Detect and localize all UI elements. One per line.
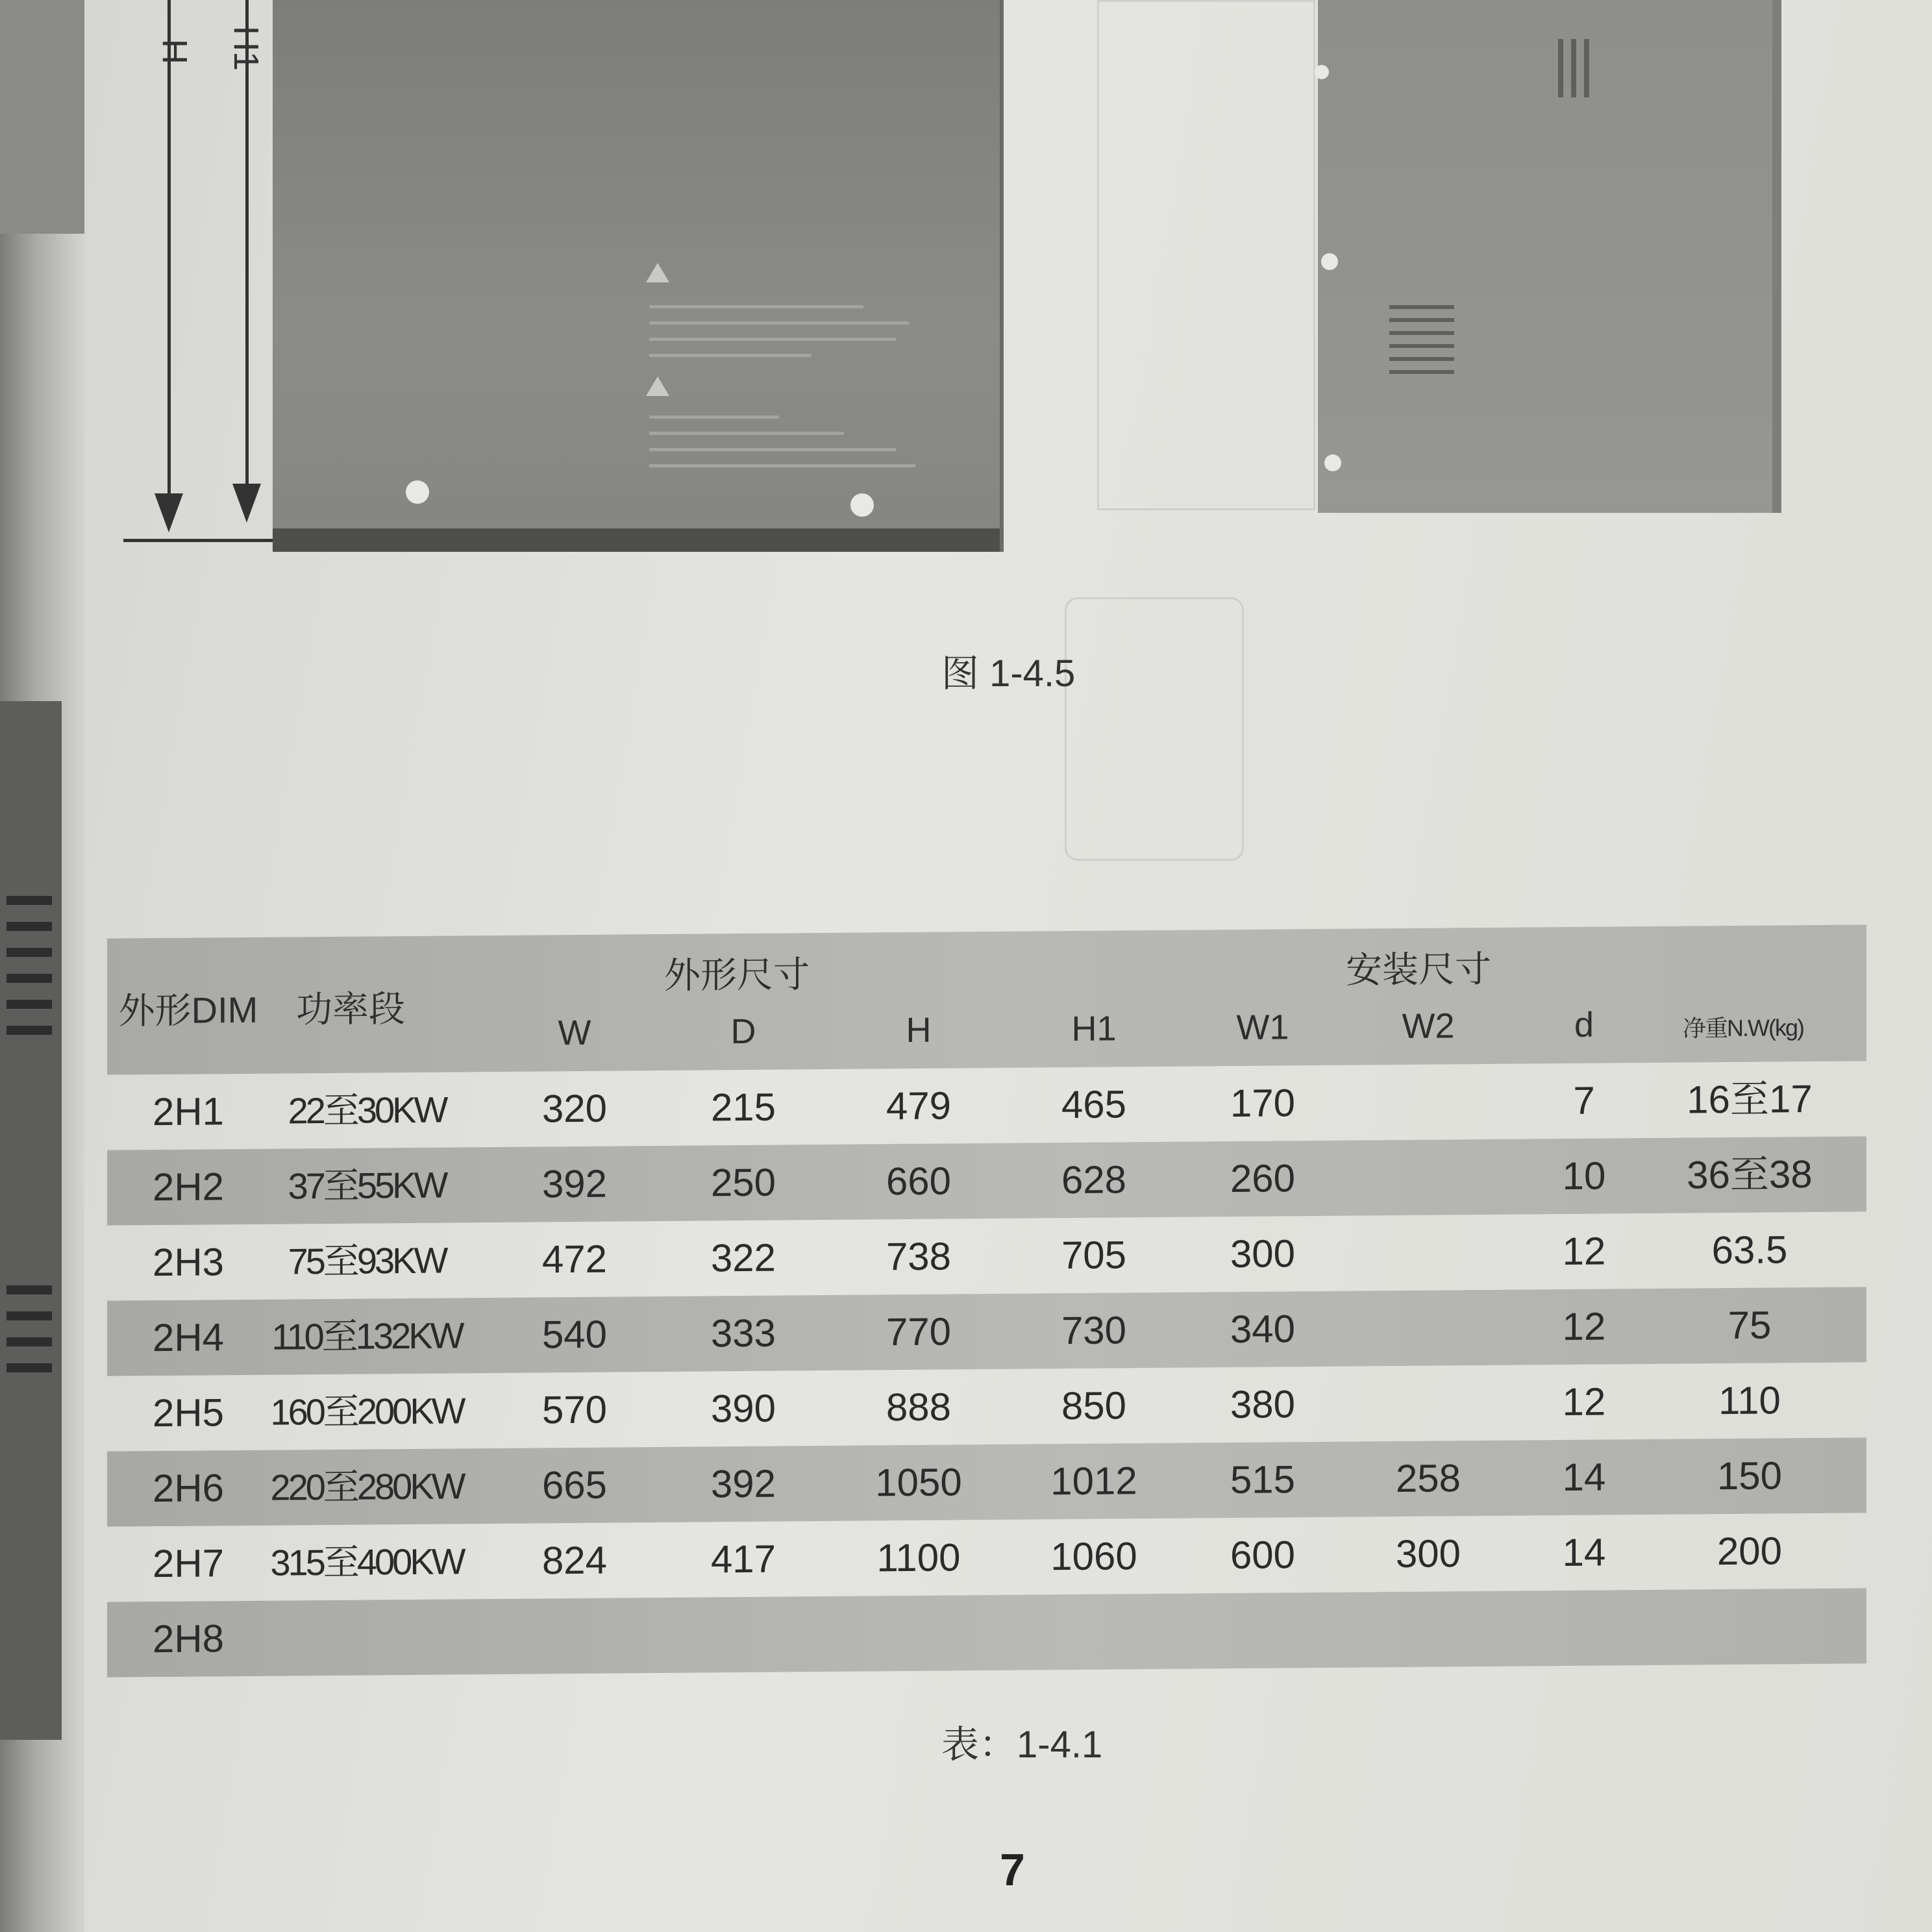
cell-h: 479 bbox=[886, 1084, 952, 1128]
mounting-hole bbox=[850, 493, 874, 517]
arrow-h bbox=[155, 493, 183, 532]
cell-w2 bbox=[1363, 1365, 1493, 1442]
cell-dim: 2H6 bbox=[152, 1466, 225, 1511]
cell-w1: 300 bbox=[1230, 1232, 1296, 1276]
cell-w2 bbox=[1363, 1215, 1493, 1291]
page-number: 7 bbox=[1000, 1844, 1025, 1895]
cell-dim: 2H1 bbox=[152, 1089, 225, 1134]
vent-slot bbox=[1558, 39, 1563, 97]
mounting-hole bbox=[1315, 65, 1329, 79]
faint-outline bbox=[1065, 597, 1244, 861]
vent-slot bbox=[1389, 318, 1454, 322]
cell-w1: 170 bbox=[1230, 1081, 1296, 1126]
device-front-panel bbox=[273, 0, 1004, 552]
caution-text-line bbox=[649, 432, 844, 435]
cell-power: 110至132KW bbox=[271, 1315, 462, 1357]
table-row bbox=[107, 1588, 1866, 1677]
dim-label-h: H bbox=[155, 39, 194, 64]
table-caption: 表：1-4.1 bbox=[941, 1724, 1103, 1766]
vent-slot bbox=[6, 1363, 52, 1372]
vent-slot bbox=[6, 974, 52, 983]
header-w: W bbox=[558, 1013, 591, 1053]
figure-caption: 图 1-4.5 bbox=[941, 652, 1076, 695]
caution-text-line bbox=[649, 464, 915, 467]
header-w2: W2 bbox=[1402, 1006, 1455, 1046]
cell-d-depth: 333 bbox=[710, 1311, 776, 1356]
cell-d-depth bbox=[678, 1596, 808, 1673]
vent-slot bbox=[6, 896, 52, 905]
cell-w2 bbox=[1363, 1290, 1493, 1367]
cell-h1: 705 bbox=[1061, 1233, 1127, 1278]
caution-text-line bbox=[649, 354, 811, 357]
vent-slot bbox=[6, 1026, 52, 1035]
cell-w1: 260 bbox=[1230, 1156, 1296, 1201]
cell-d: 7 bbox=[1573, 1078, 1595, 1122]
cell-w2: 258 bbox=[1395, 1456, 1461, 1501]
dim-label-h1: H1 bbox=[227, 26, 266, 71]
header-h1: H1 bbox=[1071, 1009, 1117, 1048]
cell-d-depth: 322 bbox=[710, 1235, 776, 1280]
cell-nw: 200 bbox=[1716, 1529, 1783, 1574]
cell-h1: 730 bbox=[1061, 1308, 1127, 1353]
caution-text-line bbox=[649, 448, 896, 451]
caution-text-line bbox=[649, 338, 896, 341]
cell-d-depth: 250 bbox=[710, 1160, 776, 1205]
vent-slot bbox=[6, 922, 52, 931]
cell-h: 888 bbox=[886, 1385, 952, 1430]
cell-dim: 2H7 bbox=[152, 1541, 225, 1586]
mounting-hole bbox=[406, 480, 429, 504]
cell-d bbox=[1535, 1590, 1633, 1666]
header-group-install: 安装尺寸 bbox=[1346, 948, 1491, 991]
vent-slot bbox=[1389, 357, 1454, 361]
cell-w bbox=[510, 1598, 639, 1674]
caution-text-line bbox=[649, 321, 909, 325]
cell-h: 660 bbox=[886, 1159, 952, 1204]
cell-power: 22至30KW bbox=[288, 1089, 446, 1132]
caution-label bbox=[646, 263, 678, 282]
cell-dim: 2H3 bbox=[152, 1240, 225, 1285]
cell-d-depth: 390 bbox=[710, 1386, 776, 1431]
header-net-weight: 净重N.W(kg) bbox=[1683, 1014, 1803, 1042]
header-h: H bbox=[906, 1010, 932, 1050]
cell-w2: 300 bbox=[1395, 1531, 1461, 1576]
faint-outline bbox=[1097, 0, 1315, 510]
cell-d-depth: 215 bbox=[710, 1085, 776, 1130]
cell-w: 665 bbox=[541, 1463, 608, 1507]
cell-dim: 2H5 bbox=[152, 1391, 225, 1435]
table-body bbox=[107, 1061, 1866, 1677]
mounting-hole bbox=[1324, 454, 1341, 471]
cell-h: 1050 bbox=[875, 1460, 962, 1505]
warning-icon bbox=[646, 377, 669, 396]
cell-dim: 2H2 bbox=[152, 1165, 225, 1209]
cell-power: 75至93KW bbox=[288, 1239, 446, 1282]
cell-d: 14 bbox=[1562, 1455, 1606, 1500]
dimensions-table bbox=[107, 924, 1866, 1677]
cell-power: 160至200KW bbox=[270, 1390, 464, 1433]
table-header bbox=[107, 924, 1866, 1074]
vent-slot bbox=[6, 1285, 52, 1294]
vent-slot bbox=[1389, 344, 1454, 348]
cell-d: 12 bbox=[1562, 1229, 1606, 1274]
header-power: 功率段 bbox=[296, 988, 405, 1030]
vent-slot bbox=[6, 1000, 52, 1009]
vent-slot bbox=[1389, 331, 1454, 335]
cell-nw: 36至38 bbox=[1687, 1152, 1813, 1197]
cell-dim: 2H4 bbox=[152, 1315, 225, 1360]
header-group-outline: 外形尺寸 bbox=[664, 954, 810, 996]
caution-text-line bbox=[649, 415, 779, 419]
cell-w: 540 bbox=[541, 1312, 608, 1357]
cell-h bbox=[854, 1595, 984, 1672]
cell-w1: 340 bbox=[1230, 1307, 1296, 1352]
header-d: d bbox=[1574, 1005, 1594, 1045]
cell-d: 12 bbox=[1562, 1380, 1606, 1424]
cell-h: 1100 bbox=[876, 1535, 961, 1580]
cell-h: 738 bbox=[886, 1234, 952, 1279]
cell-d-depth: 392 bbox=[710, 1461, 776, 1506]
header-depth: D bbox=[730, 1011, 756, 1052]
table-row bbox=[107, 1287, 1866, 1376]
table-row bbox=[107, 1362, 1866, 1451]
cell-h1: 628 bbox=[1061, 1158, 1127, 1202]
header-w1: W1 bbox=[1236, 1008, 1289, 1047]
book-spine bbox=[0, 0, 97, 1932]
cell-h1: 465 bbox=[1061, 1082, 1127, 1127]
cell-h1: 1012 bbox=[1050, 1459, 1137, 1504]
cell-w1 bbox=[1198, 1592, 1328, 1669]
cell-d: 14 bbox=[1562, 1530, 1606, 1575]
vent-slot bbox=[1571, 39, 1576, 97]
cell-w: 392 bbox=[541, 1161, 608, 1206]
dimension-line-h1 bbox=[245, 0, 249, 493]
cell-h1: 1060 bbox=[1050, 1534, 1137, 1579]
panel-base bbox=[273, 528, 1000, 552]
caution-text-line bbox=[649, 305, 863, 308]
vent-slot bbox=[6, 1311, 52, 1320]
table-row bbox=[107, 1211, 1866, 1300]
vent-slot bbox=[6, 948, 52, 957]
cell-w: 570 bbox=[541, 1387, 608, 1432]
cell-power: 37至55KW bbox=[288, 1164, 446, 1207]
table-row bbox=[107, 1136, 1866, 1225]
cell-dim: 2H8 bbox=[152, 1616, 225, 1661]
cell-power: 220至280KW bbox=[270, 1465, 464, 1508]
cell-nw: 75 bbox=[1728, 1303, 1772, 1348]
cell-d: 12 bbox=[1562, 1304, 1606, 1349]
arrow-h1 bbox=[232, 484, 261, 523]
table-row bbox=[107, 1437, 1866, 1526]
warning-icon bbox=[646, 263, 669, 282]
caution-label-cn bbox=[646, 377, 678, 396]
table-row bbox=[107, 1513, 1866, 1602]
cell-w1: 600 bbox=[1230, 1533, 1296, 1578]
cell-w: 320 bbox=[541, 1086, 608, 1131]
header-dim: 外形DIM bbox=[118, 989, 258, 1032]
facing-page-image bbox=[0, 0, 88, 234]
cell-w2 bbox=[1363, 1064, 1493, 1141]
dimension-line-h bbox=[167, 0, 171, 506]
cell-w2 bbox=[1363, 1591, 1493, 1668]
table-row bbox=[107, 1061, 1866, 1150]
cell-w1: 380 bbox=[1230, 1382, 1296, 1427]
cell-d-depth: 417 bbox=[710, 1537, 776, 1581]
cell-h1: 850 bbox=[1061, 1383, 1127, 1428]
cell-nw bbox=[1652, 1589, 1847, 1665]
cell-w1: 515 bbox=[1230, 1457, 1296, 1502]
vent-slot bbox=[6, 1337, 52, 1346]
cell-power: 315至400KW bbox=[270, 1541, 464, 1583]
cell-nw: 63.5 bbox=[1711, 1228, 1788, 1272]
cell-nw: 110 bbox=[1718, 1378, 1781, 1423]
cell-w: 472 bbox=[541, 1237, 608, 1282]
facing-page-device-image bbox=[0, 701, 62, 1740]
vent-slot bbox=[1389, 370, 1454, 374]
cell-h1 bbox=[1029, 1594, 1159, 1670]
device-side-panel bbox=[1318, 0, 1781, 513]
vent-slot bbox=[1389, 305, 1454, 309]
mounting-hole bbox=[1321, 253, 1338, 270]
vent-slot bbox=[1584, 39, 1589, 97]
cell-nw: 16至17 bbox=[1687, 1077, 1813, 1122]
cell-w: 824 bbox=[541, 1538, 608, 1583]
cell-nw: 150 bbox=[1716, 1454, 1783, 1498]
cell-power bbox=[269, 1599, 464, 1676]
cell-w2 bbox=[1363, 1139, 1493, 1216]
cell-h: 770 bbox=[886, 1309, 952, 1354]
cell-d: 10 bbox=[1562, 1154, 1606, 1198]
